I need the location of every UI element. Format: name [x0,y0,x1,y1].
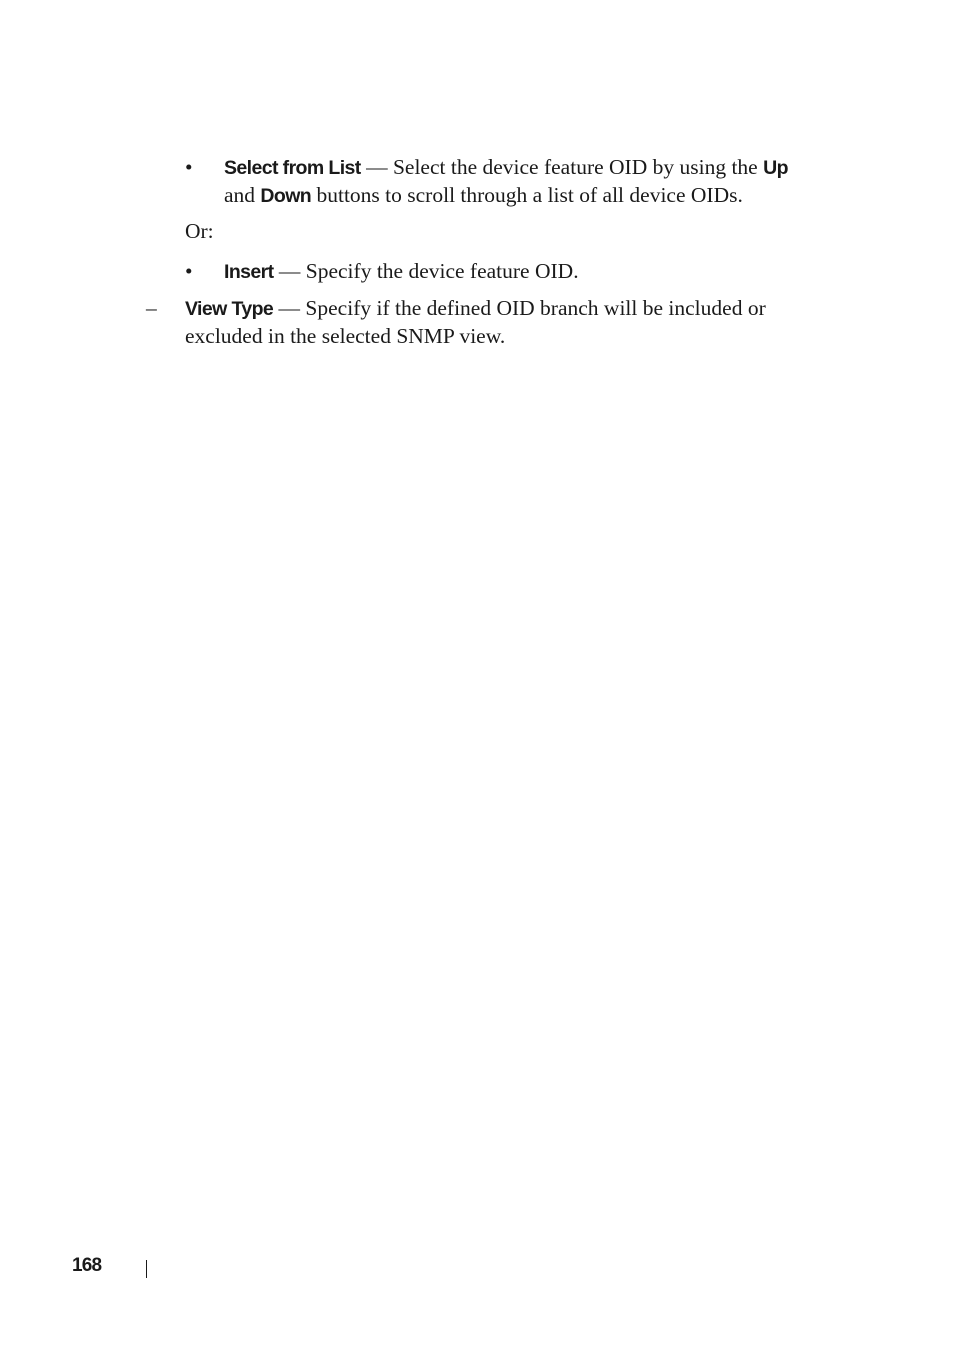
or-text: Or: [185,219,214,243]
term-up: Up [763,157,788,179]
description-text: — Specify if the defined OID branch will be included or [273,296,766,320]
description-text: buttons to scroll through a list of all device OIDs. [311,183,743,207]
list-item-line-2: excluded in the selected SNMP view. [185,324,506,348]
list-item-line-1 [224,154,834,182]
term-down: Down [260,185,312,207]
bullet-marker: • [185,155,193,179]
list-item-view-type [146,295,826,351]
list-item-line-1 [185,295,825,323]
list-item-text [185,295,825,350]
description-text: — Specify the device feature OID. [273,259,579,283]
list-item-text [224,154,834,210]
list-item-text [224,258,834,286]
footer-divider [146,1260,147,1278]
page-number: 168 [72,1255,102,1276]
list-item-select-from-list [185,154,835,210]
term-view-type: View Type [185,298,274,320]
list-item-line-2 [224,182,834,210]
term-select-from-list: Select from List [224,157,361,179]
bullet-marker: • [185,259,193,283]
term-insert: Insert [224,261,274,283]
list-item-insert [185,258,835,286]
dash-marker: – [146,296,157,320]
description-text: and [224,183,261,207]
description-text: — Select the device feature OID by using the [360,155,764,179]
